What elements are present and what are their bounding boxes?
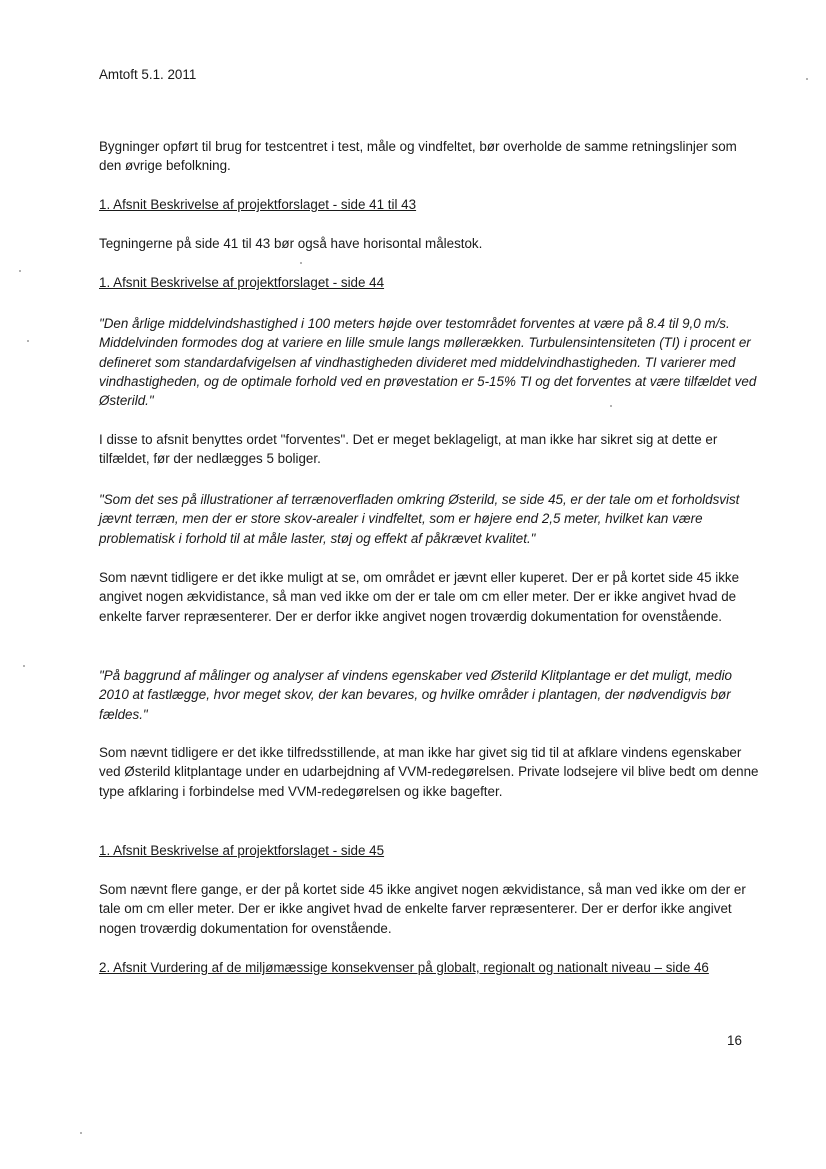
paragraph: Bygninger opført til brug for testcentret i test, måle og vindfeltet, bør overholde de samme retningslinjer som den øvrige befolkning. [99,139,737,174]
paragraph: I disse to afsnit benyttes ordet "forventes". Det er meget beklageligt, at man ikke har sikret sig at dette er tilfældet, før der nedlægges 5 boliger. [99,432,718,467]
section-heading: 1. Afsnit Beskrivelse af projektforslaget - side 41 til 43 [99,197,417,212]
scan-speck [806,78,808,80]
document-header: Amtoft 5.1. 2011 [99,67,197,82]
section-heading: 1. Afsnit Beskrivelse af projektforslaget - side 45 [99,843,385,858]
paragraph: Som nævnt tidligere er det ikke tilfredsstillende, at man ikke har givet sig tid til at afklare vindens egenskaber ved Østerild klitplantage under en udarbejdning af VVM-redegørelsen. Private lodsejere vil blive bedt om denne type afklaring i forbindelse med VVM-redegørelsen og ikke bagefter. [99,745,759,799]
scan-speck [610,405,612,407]
quote-paragraph: "Som det ses på illustrationer af terrænoverfladen omkring Østerild, se side 45, er der tale om et forholdsvist jævnt terræn, men der er store skov-arealer i vindfeltet, som er højere end 2,5 meter, hvilket kan være problematisk i forhold til at måle laster, støj og effekt af påkrævet kvalitet." [99,492,740,546]
quote-paragraph: "Den årlige middelvindshastighed i 100 meters højde over testområdet forventes at være på 8.4 til 9,0 m/s. Middelvinden formodes dog at variere en lille smule langs møllerækken. Turbulensintensiteten (TI) i procent er defineret som standardafvigelsen af vindhastigheden divideret med middelvindhastigheden. TI varierer med vindhastigheden, og de optimale forhold ved en prøvestation er 5-15% TI og det forventes at være tilfældet ved Østerild." [99,316,757,409]
scan-speck [80,1132,82,1134]
scan-speck [27,340,29,342]
scan-speck [300,262,302,264]
paragraph: Tegningerne på side 41 til 43 bør også have horisontal målestok. [99,236,483,251]
section-heading: 2. Afsnit Vurdering af de miljømæssige konsekvenser på globalt, regionalt og nationalt niveau – side 46 [99,960,709,975]
scan-speck [19,270,21,272]
quote-paragraph: "På baggrund af målinger og analyser af vindens egenskaber ved Østerild Klitplantage er det muligt, medio 2010 at fastlægge, hvor meget skov, der kan bevares, og hvilke områder i plantagen, der nødvendigvis bør fældes." [99,668,732,722]
section-heading: 1. Afsnit Beskrivelse af projektforslaget - side 44 [99,275,385,290]
page-number: 16 [727,1033,742,1048]
paragraph: Som nævnt flere gange, er der på kortet side 45 ikke angivet nogen ækvidistance, så man ved ikke om der er tale om cm eller meter. Der er ikke angivet hvad de enkelte farver repræsenterer. Der er derfor ikke angivet nogen troværdig dokumentation for ovenstående. [99,882,746,936]
paragraph: Som nævnt tidligere er det ikke muligt at se, om området er jævnt eller kuperet. Der er på kortet side 45 ikke angivet nogen ækvidistance, så man ved ikke om der er tale om cm eller meter. Der er ikke angivet hvad de enkelte farver repræsenterer. Der er derfor ikke angivet nogen troværdig dokumentation for ovenstående. [99,570,740,624]
scan-speck [23,665,25,667]
